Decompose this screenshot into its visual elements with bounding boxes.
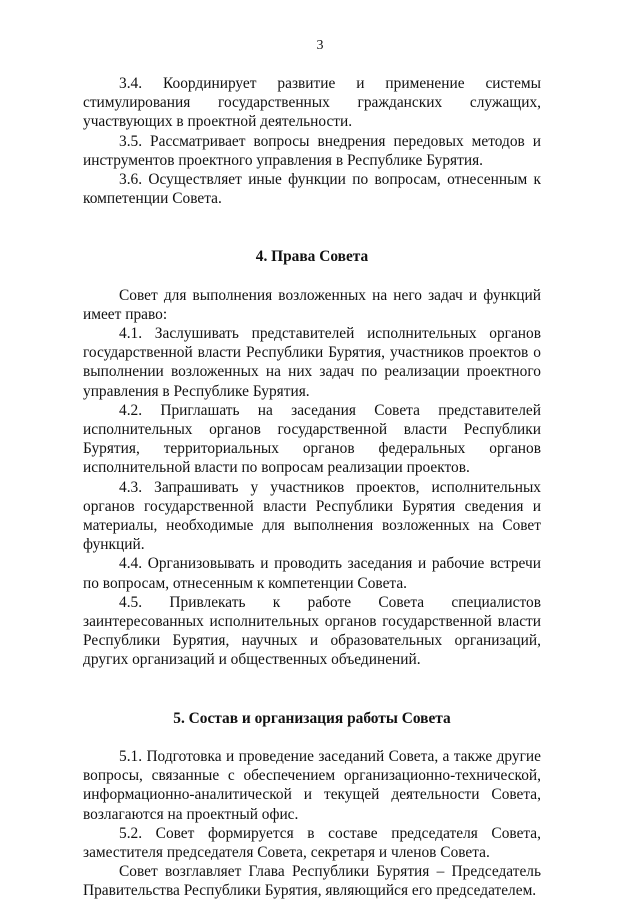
section-4-title: 4. Права Совета: [255, 248, 369, 266]
paragraph-4-intro: Совет для выполнения возложенных на него задач и функций имеет право:: [83, 286, 541, 323]
page-number: 3: [316, 38, 324, 53]
paragraph-4-3: 4.3. Запрашивать у участников проектов, исполнительных органов государственной власти Республики Бурятия сведения и материалы, необходимые для выполнения возложенных на Совет функций.: [83, 478, 541, 554]
paragraph-4-5: 4.5. Привлекать к работе Совета специалистов заинтересованных исполнительных органов государственной власти Республики Бурятия, научных и образовательных организаций, других организаций и общественных объединений.: [83, 593, 541, 669]
paragraph-3-4: 3.4. Координирует развитие и применение системы стимулирования государственных гражданских служащих, участвующих в проектной деятельности.: [83, 75, 541, 131]
paragraph-3-5: 3.5. Рассматривает вопросы внедрения передовых методов и инструментов проектного управления в Республике Бурятия.: [83, 132, 541, 169]
paragraph-5-2: 5.2. Совет формируется в составе председателя Совета, заместителя председателя Совета, секретаря и членов Совета.: [83, 824, 541, 861]
document-body: [83, 74, 541, 901]
section-5-title: 5. Состав и организация работы Совета: [173, 709, 451, 727]
paragraph-4-4: 4.4. Организовывать и проводить заседания и рабочие встречи по вопросам, отнесенным к компетенции Совета.: [83, 555, 541, 592]
paragraph-4-2: 4.2. Приглашать на заседания Совета представителей исполнительных органов государственной власти Республики Бурятия, территориальных органов федеральных органов исполнительной власти по вопросам реализации проектов.: [83, 401, 541, 477]
paragraph-4-1: 4.1. Заслушивать представителей исполнительных органов государственной власти Республики Бурятия, участников проектов о выполнении возложенных на них задач по реализации проектного управления в Республике Бурятия.: [83, 325, 541, 400]
paragraph-5-chair: Совет возглавляет Глава Республики Бурятия – Председатель Правительства Республики Бурятия, являющийся его председателем.: [83, 863, 541, 900]
paragraph-5-1: 5.1. Подготовка и проведение заседаний Совета, а также другие вопросы, связанные с обеспечением организационно-технической, информационно-аналитической и текущей деятельности Совета, возлагаются на проектный офис.: [83, 747, 541, 823]
paragraph-3-6: 3.6. Осуществляет иные функции по вопросам, отнесенным к компетенции Совета.: [83, 171, 541, 208]
